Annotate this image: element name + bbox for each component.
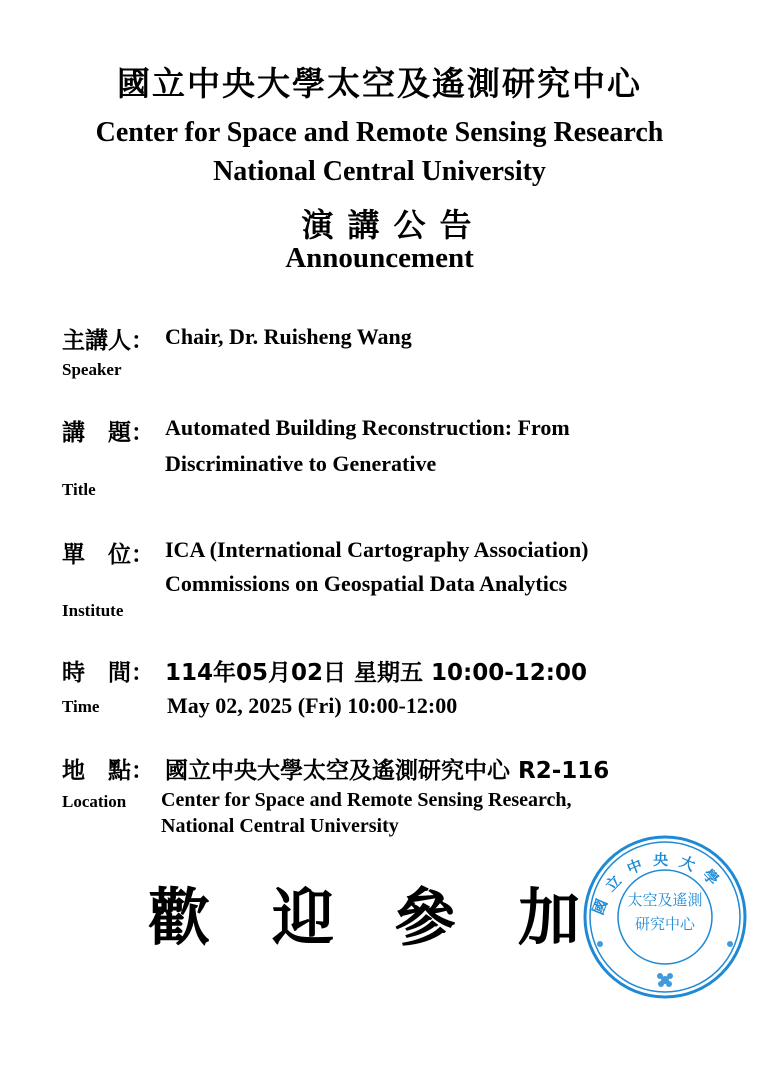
- title-value-line1: Automated Building Reconstruction: From: [165, 415, 570, 440]
- title-value-line2: Discriminative to Generative: [165, 451, 437, 476]
- time-value-en: May 02, 2025 (Fri) 10:00-12:00: [167, 693, 458, 718]
- center-name-en: Center for Space and Remote Sensing Research: [95, 117, 664, 148]
- university-name-en: National Central University: [213, 156, 546, 187]
- location-label-en: Location: [62, 792, 127, 811]
- seal-inner-text: 太空及遙測研究中心: [627, 891, 703, 933]
- seal-flower-left-icon: [597, 941, 603, 947]
- seal-flower-right-icon: [727, 941, 733, 947]
- institute-value-line2: Commissions on Geospatial Data Analytics: [165, 571, 568, 596]
- location-value-en-line1: Center for Space and Remote Sensing Research,: [161, 789, 572, 811]
- announcement-title-zh: 演講公告: [301, 206, 486, 244]
- seal-outer-text: 國立中央大學: [588, 850, 730, 918]
- institute-value-line1: ICA (International Cartography Association): [165, 537, 589, 562]
- seal-flower-icon: [657, 973, 673, 987]
- time-label-en: Time: [62, 697, 100, 716]
- welcome-char: 迎: [272, 881, 335, 954]
- official-seal: [580, 832, 750, 1002]
- institute-label-en: Institute: [62, 601, 124, 620]
- welcome-char: 加: [518, 881, 581, 954]
- seal-graphic: [580, 832, 750, 1002]
- time-value-zh: 114年05月02日 星期五 10:00-12:00: [165, 660, 588, 686]
- title-label-zh: 講 題：: [62, 420, 154, 446]
- welcome-char: 歡: [148, 881, 211, 954]
- speaker-label-zh: 主講人：: [62, 328, 154, 354]
- speaker-label-en: Speaker: [62, 360, 122, 379]
- location-value-zh: 國立中央大學太空及遙測研究中心 R2-116: [165, 758, 610, 784]
- location-label-zh: 地 點：: [62, 758, 154, 784]
- welcome-char: 參: [394, 881, 457, 954]
- announcement-title-en: Announcement: [285, 242, 474, 274]
- institute-label-zh: 單 位：: [62, 542, 154, 568]
- title-label-en: Title: [62, 480, 96, 499]
- time-label-zh: 時 間：: [62, 660, 154, 686]
- center-name-zh: 國立中央大學太空及遙測研究中心: [117, 64, 642, 103]
- speaker-value: Chair, Dr. Ruisheng Wang: [165, 324, 412, 349]
- location-value-en-line2: National Central University: [161, 815, 399, 837]
